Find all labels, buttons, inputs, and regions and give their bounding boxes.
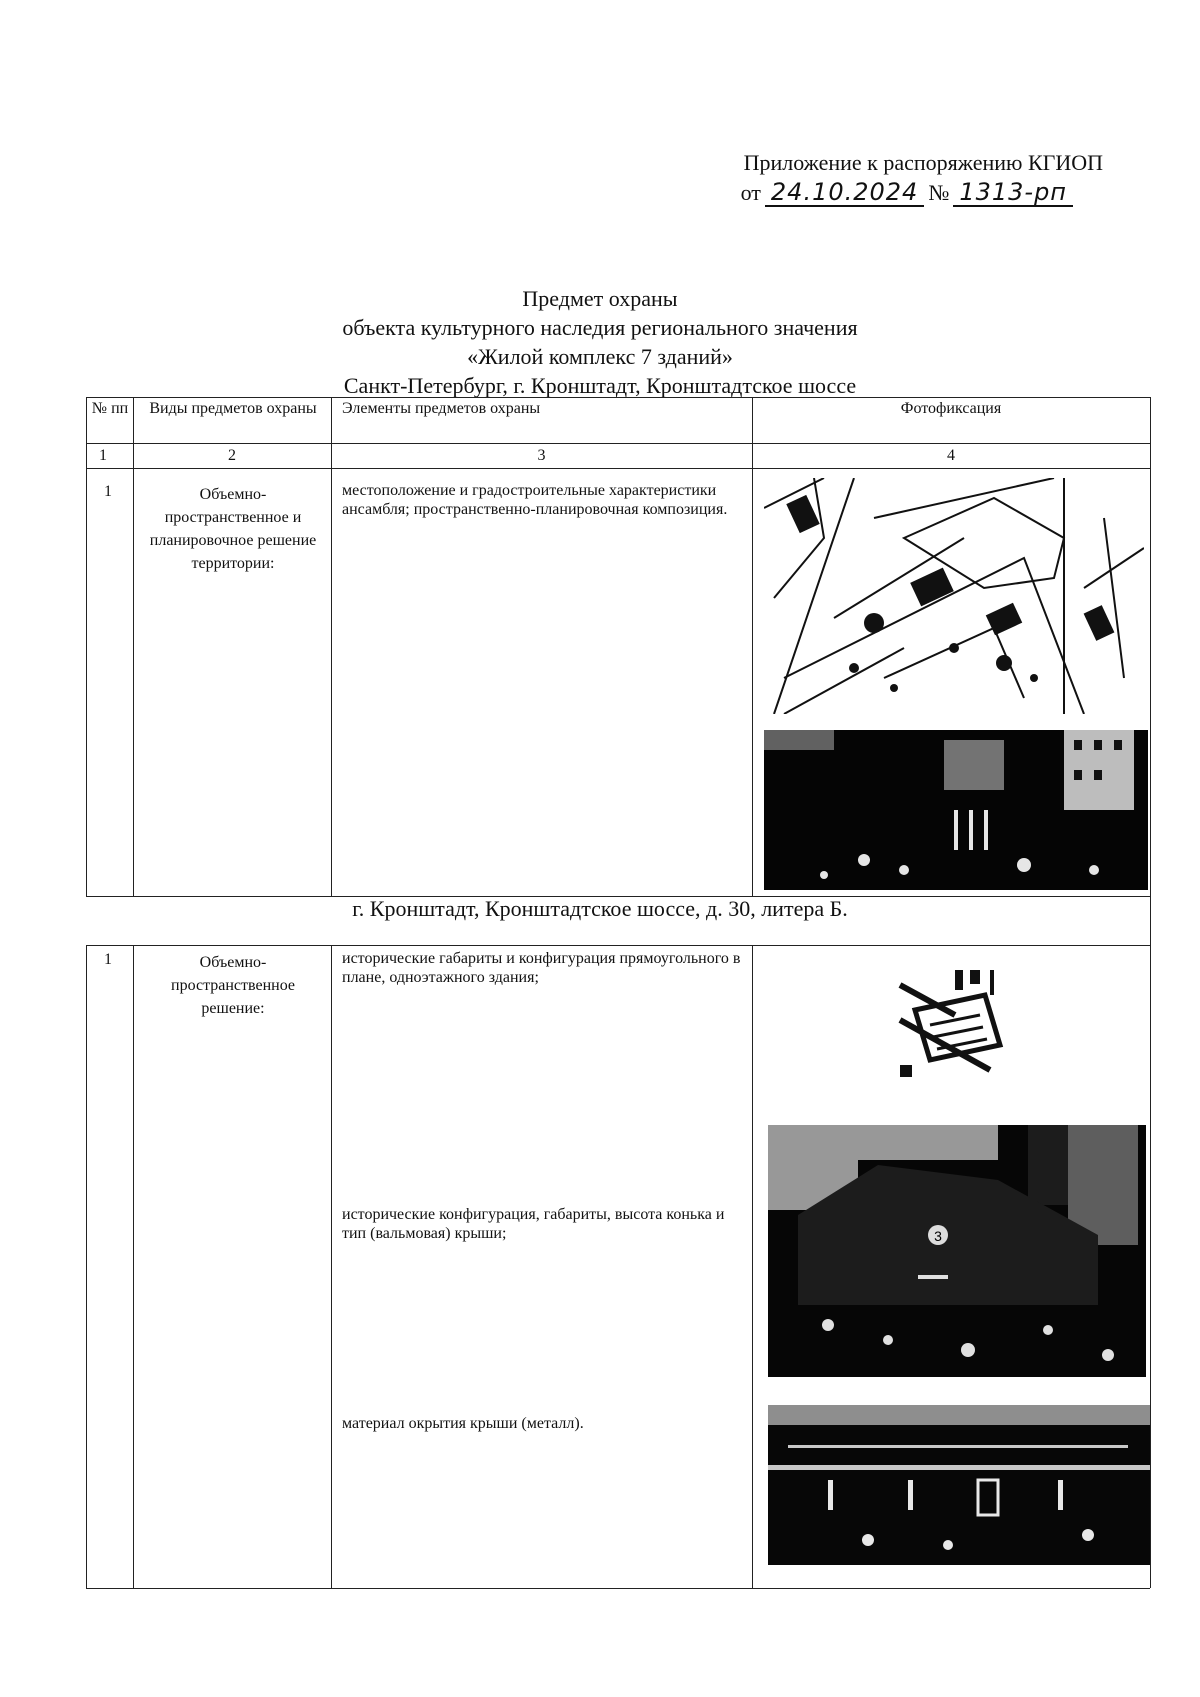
protection-elements: местоположение и градостроительные характеристики ансамбля; пространственно-планировочная композиция. [342,482,728,518]
ensemble-street-photo [764,730,1148,890]
appendix-title: Приложение к распоряжению КГИОП [743,150,1103,175]
table2-col-border-3 [752,945,753,1588]
table2-col-border-4 [1150,896,1151,1588]
order-number: 1313-рп [953,179,1073,207]
col-number-2: 2 [228,447,236,464]
row-number-2: 1 [104,951,112,968]
building-facade-photo [768,1405,1150,1565]
header-row-border [86,443,1150,444]
building-address: г. Кронштадт, Кронштадтское шоссе, д. 30, литера Б. [352,896,848,921]
table2-col-border-1 [133,945,134,1588]
table2-col-border-2 [331,945,332,1588]
col-border-3 [752,397,753,896]
header-elements: Элементы предметов охраны [342,400,541,417]
building-roof-photo [768,1125,1146,1377]
date-prefix: от [740,180,761,205]
title-line-2: объекта культурного наследия регионального значения [342,315,858,340]
col-number-4: 4 [947,447,955,464]
order-date: 24.10.2024 [765,179,924,207]
building-plan-fragment [895,965,1010,1085]
col-border-4 [1150,397,1151,896]
site-plan-drawing [764,478,1144,714]
site-plan-map [764,478,1144,714]
col-border-2 [331,397,332,896]
title-line-4: Санкт-Петербург, г. Кронштадт, Кронштадтское шоссе [343,373,857,398]
header-type: Виды предметов охраны [149,400,317,417]
appendix-header [683,148,1103,208]
facade-photo-image [768,1405,1150,1565]
plan-fragment-drawing [895,965,1010,1085]
protection-type: Объемно-пространственное и планировочное решение территории: [149,486,317,572]
number-prefix: № [928,180,950,205]
document-title [0,284,1200,400]
street-photo-image [764,730,1148,890]
row-number: 1 [104,483,112,500]
col-number-1: 1 [99,447,107,464]
table2-top-border [86,945,1150,946]
order-reference [683,178,1073,208]
col-number-3: 3 [537,447,546,464]
title-line-1: Предмет охраны [522,286,678,311]
table2-bottom-border [86,1588,1150,1589]
col-border-1 [133,397,134,896]
element-roof: исторические конфигурация, габариты, высота конька и тип (вальмовая) крыши; [342,1206,725,1242]
col-border-0 [86,397,87,896]
roof-photo-image [768,1125,1146,1377]
numbers-row-border [86,468,1150,469]
table2-col-border-0 [86,945,87,1588]
protection-type-2: Объемно-пространственное решение: [171,954,295,1017]
table-top-border [86,397,1150,398]
photo-marker-label: 3 [934,1228,942,1244]
element-dimensions: исторические габариты и конфигурация прямоугольного в плане, одноэтажного здания; [342,950,741,986]
header-number: № пп [91,400,129,417]
element-roof-material: материал окрытия крыши (металл). [342,1415,584,1432]
title-line-3: «Жилой комплекс 7 зданий» [467,344,733,369]
header-photo: Фотофиксация [900,400,1002,417]
